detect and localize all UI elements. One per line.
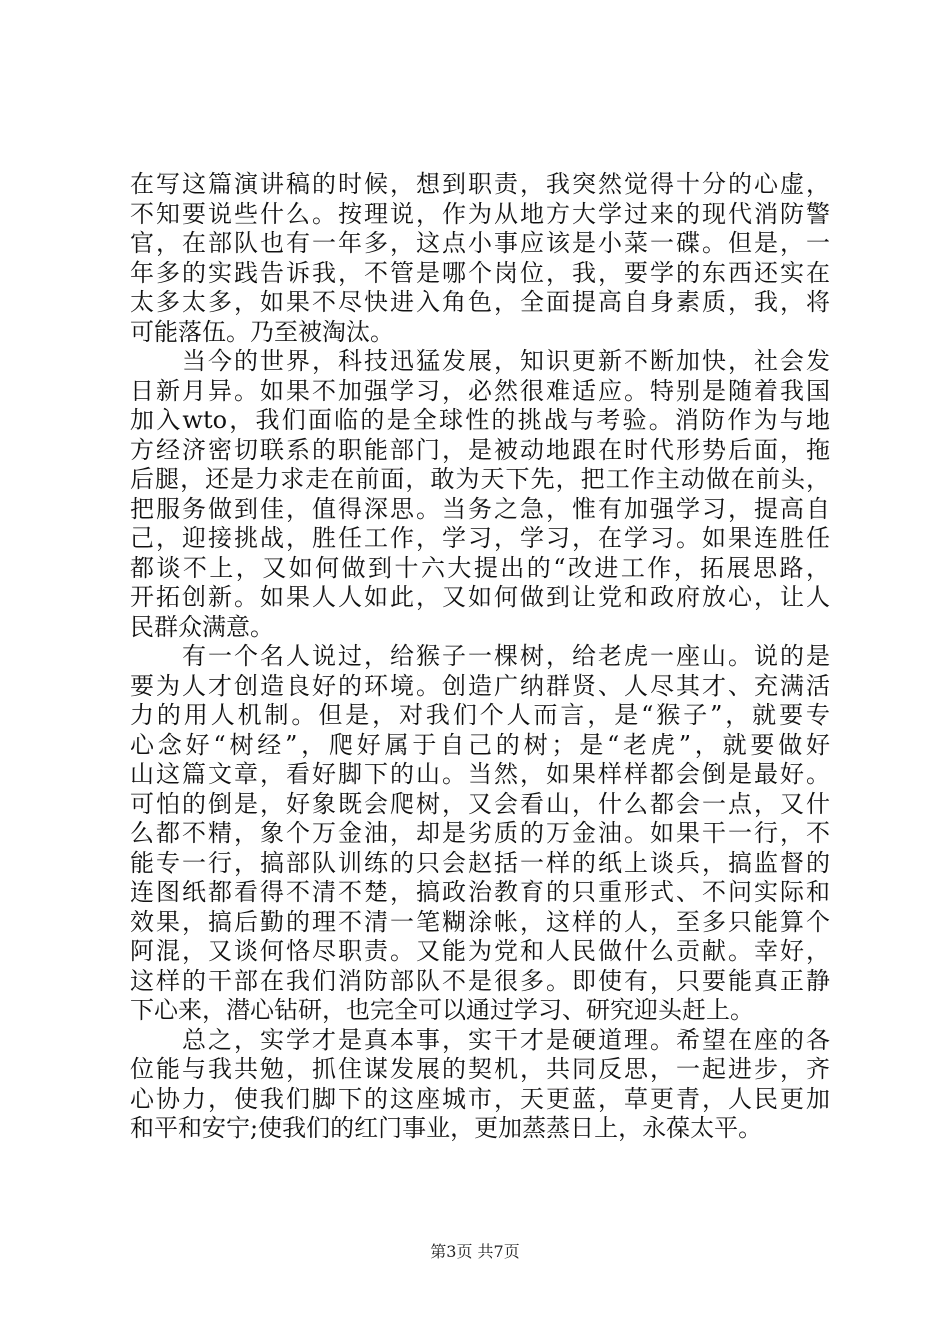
text-line: 不知要说些什么。按理说，作为从地方大学过来的现代消防警 [130, 199, 830, 228]
text-line: 下心来，潜心钻研，也完全可以通过学习、研究迎头赶上。 [130, 996, 754, 1024]
text-line: 力的用人机制。但是，对我们个人而言，是“猴子”，就要专 [130, 701, 830, 729]
text-line: 把服务做到佳，值得深思。当务之急，惟有加强学习，提高自 [130, 494, 830, 523]
text-line: 可怕的倒是，好象既会爬树，又会看山，什么都会一点，又什 [130, 789, 830, 818]
document-body [130, 170, 830, 1144]
text-line: 要为人才创造良好的环境。创造广纳群贤、人尽其才、充满活 [130, 671, 830, 700]
text-line: 加入wto，我们面临的是全球性的挑战与考验。消防作为与地 [130, 406, 830, 434]
text-line: 么都不精，象个万金油，却是劣质的万金油。如果干一行，不 [130, 819, 830, 847]
text-line: 这样的干部在我们消防部队不是很多。即使有，只要能真正静 [130, 966, 830, 995]
text-line: 己，迎接挑战，胜任工作，学习，学习，在学习。如果连胜任 [130, 524, 830, 552]
text-line: 能专一行，搞部队训练的只会赵括一样的纸上谈兵，搞监督的 [130, 848, 830, 877]
text-line: 有一个名人说过，给猴子一棵树，给老虎一座山。说的是 [130, 642, 830, 670]
text-line: 效果，搞后勤的理不清一笔糊涂帐，这样的人，至多只能算个 [130, 907, 830, 936]
text-line: 阿混，又谈何恪尽职责。又能为党和人民做什么贡献。幸好， [130, 937, 830, 965]
text-line: 在写这篇演讲稿的时候，想到职责，我突然觉得十分的心虚， [130, 170, 830, 198]
text-line: 连图纸都看得不清不楚，搞政治教育的只重形式、不问实际和 [130, 878, 830, 906]
text-line: 官，在部队也有一年多，这点小事应该是小菜一碟。但是，一 [130, 229, 830, 257]
text-line: 后腿，还是力求走在前面，敢为天下先，把工作主动做在前头， [130, 465, 830, 493]
text-line: 心念好“树经”，爬好属于自己的树；是“老虎”，就要做好 [130, 730, 830, 759]
text-line: 开拓创新。如果人人如此，又如何做到让党和政府放心，让人 [130, 583, 830, 611]
text-line: 日新月异。如果不加强学习，必然很难适应。特别是随着我国 [130, 376, 830, 405]
text-line: 都谈不上，又如何做到十六大提出的“改进工作，拓展思路， [130, 553, 830, 582]
text-line: 和平和安宁;使我们的红门事业，更加蒸蒸日上，永葆太平。 [130, 1114, 763, 1142]
text-line: 民群众满意。 [130, 612, 274, 641]
text-line: 可能落伍。乃至被淘汰。 [130, 317, 394, 346]
text-line: 方经济密切联系的职能部门，是被动地跟在时代形势后面，拖 [130, 435, 830, 464]
text-line: 山这篇文章，看好脚下的山。当然，如果样样都会倒是最好。 [130, 760, 830, 788]
text-line: 总之，实学才是真本事，实干才是硬道理。希望在座的各 [130, 1025, 830, 1054]
text-line: 年多的实践告诉我，不管是哪个岗位，我，要学的东西还实在 [130, 258, 830, 287]
text-line: 心协力，使我们脚下的这座城市，天更蓝，草更青，人民更加 [130, 1084, 830, 1113]
text-line: 位能与我共勉，抓住谋发展的契机，共同反思，一起进步，齐 [130, 1055, 830, 1083]
page-footer: 第3页 共7页 [430, 1242, 520, 1261]
text-line: 太多太多，如果不尽快进入角色，全面提高自身素质，我，将 [130, 288, 830, 316]
text-line: 当今的世界，科技迅猛发展，知识更新不断加快，社会发 [130, 347, 830, 375]
